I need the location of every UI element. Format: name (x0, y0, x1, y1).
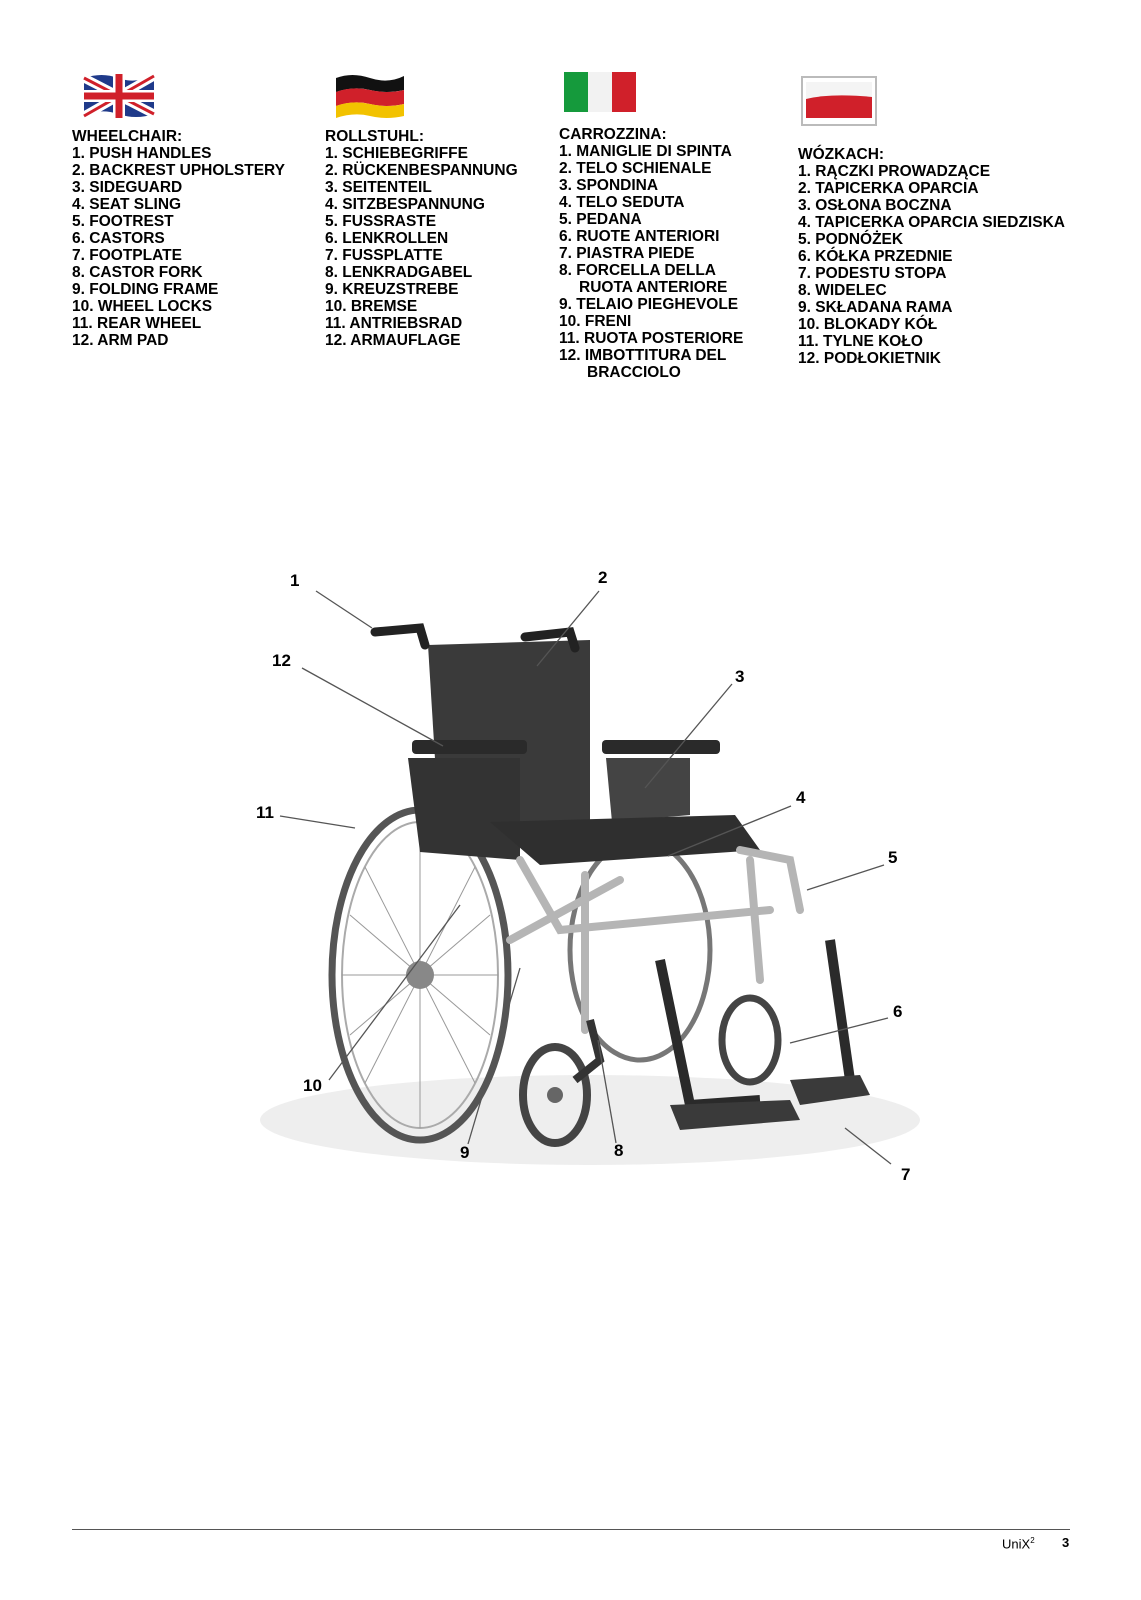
callout-number: 8 (614, 1141, 624, 1160)
wheelchair-illustration (260, 628, 920, 1165)
legend-item: 1. PUSH HANDLES (72, 145, 212, 162)
legend-item: 6. RUOTE ANTERIORI (559, 228, 720, 245)
legend-column-italian (559, 126, 743, 381)
legend-list (72, 145, 285, 349)
legend-item: 2. TAPICERKA OPARCIA (798, 180, 979, 197)
legend-item: 6. LENKROLLEN (325, 230, 449, 247)
page-number: 3 (1062, 1535, 1070, 1550)
legend-item: 11. RUOTA POSTERIORE (559, 330, 744, 347)
legend-item: 4. TELO SEDUTA (559, 194, 685, 211)
legend-item: 3. SEITENTEIL (325, 179, 432, 196)
legend-item: 2. BACKREST UPHOLSTERY (72, 162, 286, 179)
push-handle (375, 628, 425, 645)
arm-pad (412, 740, 527, 754)
seat-sling (490, 815, 760, 865)
legend-item: 3. OSŁONA BOCZNA (798, 197, 952, 214)
callout-number: 1 (290, 571, 300, 590)
legend-item: 10. FRENI (559, 313, 632, 330)
legend-item: 7. PODESTU STOPA (798, 265, 947, 282)
legend-item: 5. PEDANA (559, 211, 642, 228)
legend-item: 11. REAR WHEEL (72, 315, 202, 332)
wheelchair-diagram (0, 560, 1141, 1220)
sideguard (606, 758, 690, 822)
legend-item: 8. FORCELLA DELLA (559, 262, 717, 279)
legend-item: 9. SKŁADANA RAMA (798, 299, 953, 316)
italy-flag-icon (562, 70, 638, 116)
legend-item: 4. SEAT SLING (72, 196, 182, 213)
callout-number: 12 (272, 651, 291, 670)
legend-title: CARROZZINA: (559, 126, 667, 143)
legend-item: 5. PODNÓŻEK (798, 231, 904, 248)
legend-item: 7. PIASTRA PIEDE (559, 245, 695, 262)
legend-item: 12. ARMAUFLAGE (325, 332, 461, 349)
callout-number: 9 (460, 1143, 470, 1162)
poland-flag-icon (801, 76, 877, 126)
legend-item: 10. BLOKADY KÓŁ (798, 316, 938, 333)
callout-number: 2 (598, 568, 608, 587)
castor (722, 998, 778, 1082)
legend-title: ROLLSTUHL: (325, 128, 425, 145)
legend-item: 4. TAPICERKA OPARCIA SIEDZISKA (798, 214, 1065, 231)
legend-item: 5. FOOTREST (72, 213, 174, 230)
legend-list (325, 145, 518, 349)
legend-item: 8. WIDELEC (798, 282, 887, 299)
callout-number: 5 (888, 848, 898, 867)
legend-item: 7. FOOTPLATE (72, 247, 182, 264)
legend-item: 7. FUSSPLATTE (325, 247, 443, 264)
footer-rule (72, 1529, 1070, 1530)
uk-flag-icon (82, 70, 156, 120)
legend-item: 12. IMBOTTITURA DEL (559, 347, 727, 364)
legend-column-german (325, 128, 518, 349)
legend-item: 6. CASTORS (72, 230, 165, 247)
legend-item: 2. TELO SCHIENALE (559, 160, 712, 177)
legend-item: 9. FOLDING FRAME (72, 281, 219, 298)
legend-item: 12. PODŁOKIETNIK (798, 350, 941, 367)
legend-item: 3. SIDEGUARD (72, 179, 183, 196)
callout-number: 11 (256, 803, 274, 822)
legend-item: 8. CASTOR FORK (72, 264, 203, 281)
legend-item: 8. LENKRADGABEL (325, 264, 473, 281)
legend-item: 12. ARM PAD (72, 332, 169, 349)
legend-column-polish (798, 146, 1065, 367)
legend-item: 9. TELAIO PIEGHEVOLE (559, 296, 739, 313)
callout-number: 6 (893, 1002, 903, 1021)
legend-list (798, 163, 1065, 367)
legend-item: 1. SCHIEBEGRIFFE (325, 145, 468, 162)
brand-name: UniX (1002, 1536, 1031, 1552)
legend-item: 1. RĄCZKI PROWADZĄCE (798, 163, 991, 180)
arm-pad (602, 740, 720, 754)
footer-brand (1002, 1536, 1035, 1551)
legend-item: 6. KÓŁKA PRZEDNIE (798, 248, 953, 265)
legend-item: 11. TYLNE KOŁO (798, 333, 923, 350)
legend-title: WÓZKACH: (798, 146, 885, 163)
legend-item: 4. SITZBESPANNUNG (325, 196, 485, 213)
callout-number: 4 (796, 788, 806, 807)
legend-list (559, 143, 743, 381)
legend-item: 2. RÜCKENBESPANNUNG (325, 162, 518, 179)
callout-number: 3 (735, 667, 745, 686)
legend-title: WHEELCHAIR: (72, 128, 183, 145)
legend-item: 9. KREUZSTREBE (325, 281, 459, 298)
callout-number: 7 (901, 1165, 911, 1184)
legend-item: 11. ANTRIEBSRAD (325, 315, 463, 332)
brand-superscript: 2 (1030, 1536, 1035, 1545)
legend-item: 3. SPONDINA (559, 177, 659, 194)
legend-item: 1. MANIGLIE DI SPINTA (559, 143, 732, 160)
legend-item: RUOTA ANTERIORE (579, 279, 728, 296)
legend-column-english (72, 128, 285, 349)
callout-number: 10 (303, 1076, 322, 1095)
legend-item: 5. FUSSRASTE (325, 213, 437, 230)
legend-item: BRACCIOLO (587, 364, 681, 381)
legend-item: 10. WHEEL LOCKS (72, 298, 213, 315)
folding-frame (510, 850, 800, 1030)
legend-item: 10. BREMSE (325, 298, 418, 315)
germany-flag-icon (334, 72, 406, 120)
